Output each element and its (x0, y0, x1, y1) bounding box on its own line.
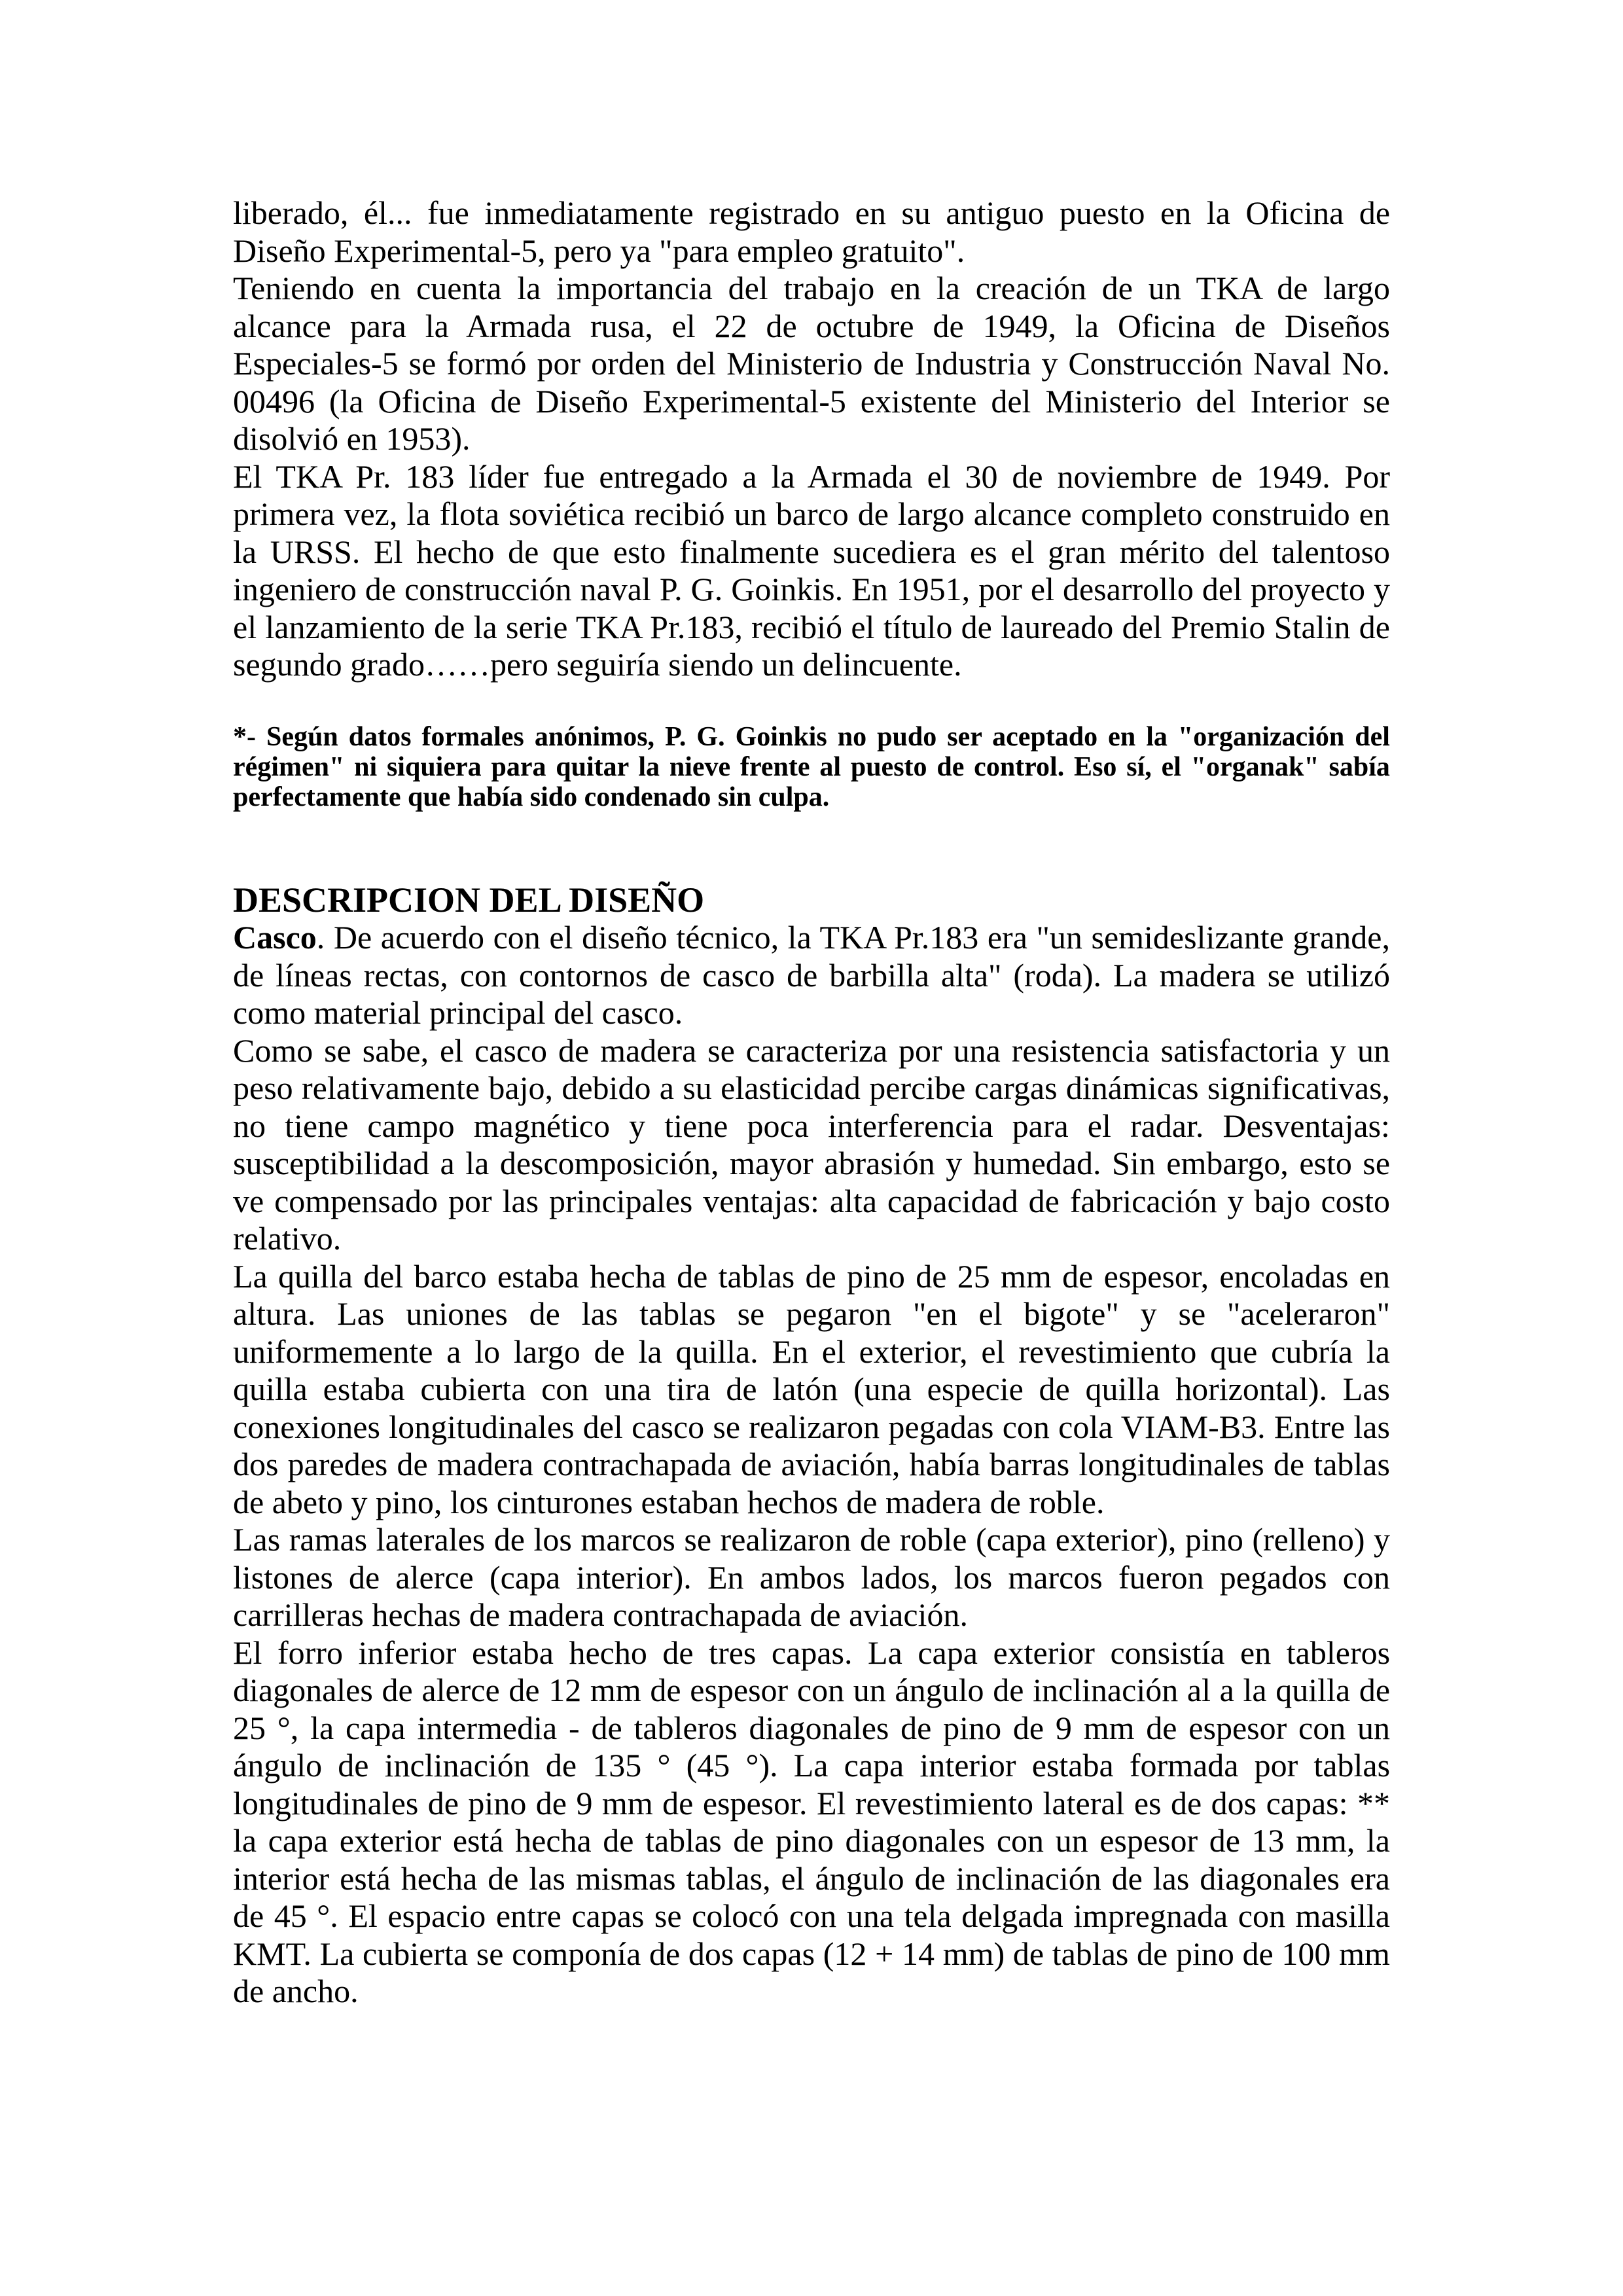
paragraph (233, 919, 1390, 1032)
blank-lines (233, 812, 1390, 882)
text-line: carrilleras hechas de madera contrachapada de aviación. (233, 1596, 968, 1633)
text-line: Teniendo en cuenta la importancia del trabajo en la creación de un TKA de largo (233, 270, 1391, 306)
text-line: de ancho. (233, 1973, 359, 2009)
text-line: diagonales de alerce de 12 mm de espesor con un ángulo de inclinación al a la quilla de (233, 1672, 1391, 1708)
text-line: el lanzamiento de la serie TKA Pr.183, recibió el título de laureado del Premio Stalin de (233, 608, 1390, 645)
paragraph (233, 1258, 1390, 1522)
text-line: dos paredes de madera contrachapada de aviación, había barras longitudinales de tablas (233, 1446, 1390, 1482)
section-heading-text: DESCRIPCION DEL DISEÑO (233, 880, 705, 920)
text-line: de líneas rectas, con contornos de casco de barbilla alta" (roda). La madera se utilizó (233, 956, 1391, 994)
text-line: conexiones longitudinales del casco se realizaron pegadas con cola VIAM-B3. Entre las (233, 1408, 1390, 1445)
text-line: longitudinales de pino de 9 mm de espesor. El revestimiento lateral es de dos capas: ** (233, 1784, 1391, 1821)
text-line: la capa exterior está hecha de tablas de pino diagonales con un espesor de 13 mm, la (233, 1822, 1390, 1859)
text-line: *- Según datos formales anónimos, P. G. Goinkis no pudo ser aceptado en la "organización del (233, 721, 1390, 752)
footnote-paragraph (233, 722, 1390, 812)
bold-lead-word: Casco (233, 919, 317, 956)
text-line: ingeniero de construcción naval P. G. Goinkis. En 1951, por el desarrollo del proyecto y (233, 571, 1390, 607)
text-line: El TKA Pr. 183 líder fue entregado a la Armada el 30 de noviembre de 1949. Por (233, 457, 1391, 495)
text-line: ve compensado por las principales ventajas: alta capacidad de fabricación y bajo costo (233, 1182, 1390, 1219)
text-line: perfectamente que había sido condenado sin culpa. (233, 781, 830, 812)
paragraph (233, 1032, 1390, 1258)
text-line: Especiales-5 se formó por orden del Ministerio de Industria y Construcción Naval No. (233, 345, 1390, 382)
text-line: régimen" ni siquiera para quitar la nieve frente al puesto de control. Eso sí, el "organak" sabía (233, 751, 1390, 782)
text-line: listones de alerce (capa interior). En ambos lados, los marcos fueron pegados con (233, 1558, 1390, 1596)
text-line: altura. Las uniones de las tablas se pegaron "en el bigote" y se "aceleraron" (233, 1295, 1390, 1332)
text-line: ángulo de inclinación de 135 ° (45 °). La capa interior estaba formada por tablas (233, 1747, 1391, 1784)
text-line: alcance para la Armada rusa, el 22 de octubre de 1949, la Oficina de Diseños (233, 307, 1390, 344)
text-line: de 45 °. El espacio entre capas se colocó con una tela delgada impregnada con masilla (233, 1897, 1390, 1934)
text-line: Las ramas laterales de los marcos se realizaron de roble (capa exterior), pino (relleno) y (233, 1521, 1391, 1558)
text-line: Como se sabe, el casco de madera se caracteriza por una resistencia satisfactoria y un (233, 1031, 1391, 1069)
paragraph (233, 270, 1390, 458)
text-line: uniformemente a lo largo de la quilla. En el exterior, el revestimiento que cubría la (233, 1333, 1390, 1370)
text-line: La quilla del barco estaba hecha de tablas de pino de 25 mm de espesor, encoladas en (233, 1257, 1391, 1295)
paragraph (233, 1634, 1390, 2011)
text-line: interior está hecha de las mismas tablas, el ángulo de inclinación de las diagonales era (233, 1859, 1390, 1897)
text-line: quilla estaba cubierta con una tira de latón (una especie de quilla horizontal). Las (233, 1371, 1390, 1407)
text-line: susceptibilidad a la descomposición, mayor abrasión y humedad. Sin embargo, esto se (233, 1145, 1391, 1181)
section-heading (233, 882, 1390, 920)
text-line: la URSS. El hecho de que esto finalmente sucediera es el gran mérito del talentoso (233, 533, 1391, 570)
text-line: de abeto y pino, los cinturones estaban hechos de madera de roble. (233, 1483, 1105, 1520)
text-line: primera vez, la flota soviética recibió un barco de largo alcance completo construido en (233, 495, 1390, 532)
text-line: como material principal del casco. (233, 994, 683, 1031)
text-line: segundo grado……pero seguiría siendo un delincuente. (233, 646, 962, 683)
text-block (233, 194, 1390, 2011)
text-line: Diseño Experimental-5, pero ya "para empleo gratuito". (233, 232, 965, 269)
blank-line (233, 684, 1390, 722)
text-line: disolvió en 1953). (233, 420, 471, 457)
text-line: 00496 (la Oficina de Diseño Experimental-5 existente del Ministerio del Interior se (233, 382, 1390, 420)
text-line: KMT. La cubierta se componía de dos capas (12 + 14 mm) de tablas de pino de 100 mm (233, 1935, 1390, 1972)
text-line: Casco. De acuerdo con el diseño técnico, la TKA Pr.183 era "un semideslizante grande, (233, 919, 1390, 956)
text-line: 25 °, la capa intermedia - de tableros diagonales de pino de 9 mm de espesor con un (233, 1709, 1391, 1746)
text-line: liberado, él... fue inmediatamente registrado en su antiguo puesto en la Oficina de (233, 194, 1391, 231)
text-line: relativo. (233, 1220, 342, 1257)
paragraph (233, 1521, 1390, 1634)
text-line: no tiene campo magnético y tiene poca interferencia para el radar. Desventajas: (233, 1107, 1390, 1144)
paragraph (233, 458, 1390, 684)
paragraph (233, 722, 1390, 812)
design-paragraphs (233, 919, 1390, 2011)
intro-paragraphs (233, 194, 1390, 684)
paragraph (233, 194, 1390, 270)
text-line: El forro inferior estaba hecho de tres capas. La capa exterior consistía en tableros (233, 1634, 1391, 1671)
text-line: peso relativamente bajo, debido a su elasticidad percibe cargas dinámicas significativas, (233, 1069, 1391, 1106)
